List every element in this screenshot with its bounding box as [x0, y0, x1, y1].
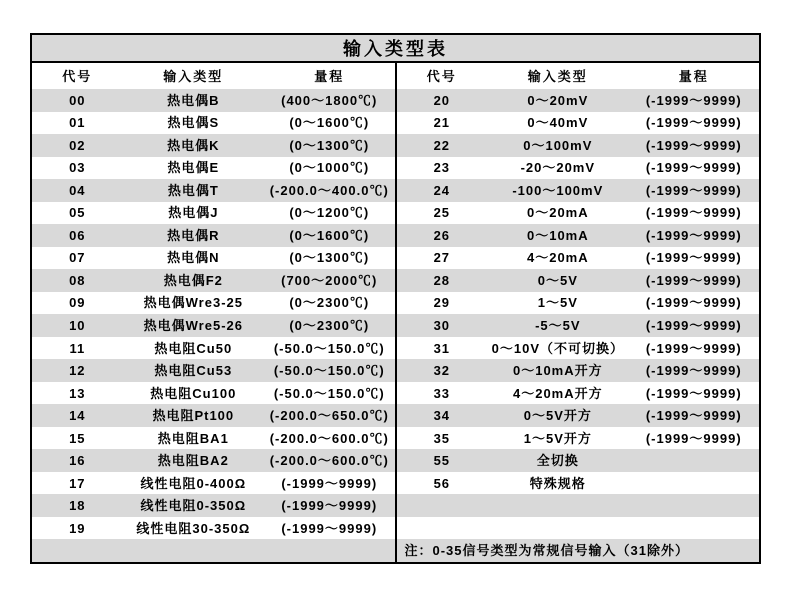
range-cell: (-1999～9999): [645, 295, 742, 311]
type-cell: 热电偶J: [168, 205, 219, 221]
range-cell: (-1999～9999): [645, 160, 742, 176]
range-cell: (-50.0～150.0℃): [273, 363, 385, 379]
table-body: [32, 63, 759, 562]
left-header-range: 量程: [314, 68, 345, 84]
type-cell: 4～20mA开方: [512, 385, 603, 401]
table-row: [397, 134, 760, 157]
type-cell: 4～20mA: [526, 250, 589, 266]
type-cell: -100～100mV: [512, 182, 604, 198]
code-cell: 27: [433, 250, 451, 266]
table-row: [32, 404, 395, 427]
type-cell: 热电偶K: [167, 137, 220, 153]
type-cell: 1～5V开方: [523, 430, 592, 446]
code-cell: 33: [433, 385, 451, 401]
table-row: [32, 269, 395, 292]
code-cell: 55: [433, 453, 451, 469]
table-row: [32, 224, 395, 247]
code-cell: 19: [69, 520, 86, 536]
table-row: [32, 179, 395, 202]
type-cell: 热电偶N: [167, 250, 220, 266]
range-cell: (-1999～9999): [645, 182, 742, 198]
range-cell: (-1999～9999): [645, 115, 742, 131]
code-cell: 15: [69, 430, 86, 446]
range-cell: (-1999～9999): [645, 340, 742, 356]
table-row: [397, 359, 760, 382]
code-cell: 02: [69, 137, 86, 153]
code-cell: 07: [69, 250, 86, 266]
type-cell: 特殊规格: [529, 475, 586, 491]
range-cell: (-200.0～400.0℃): [269, 182, 389, 198]
table-row: [32, 134, 395, 157]
range-cell: (0～2300℃): [289, 295, 370, 311]
table-row: [32, 359, 395, 382]
type-cell: 线性电阻30-350Ω: [136, 520, 251, 536]
code-cell: 31: [433, 340, 451, 356]
table-row: [397, 427, 760, 450]
type-cell: 0～20mA: [526, 205, 589, 221]
table-row: [32, 247, 395, 270]
type-cell: 热电偶E: [167, 160, 220, 176]
code-cell: 00: [69, 92, 86, 108]
type-cell: 0～5V开方: [523, 408, 592, 424]
left-header-row: [32, 63, 395, 89]
type-cell: -5～5V: [535, 317, 581, 333]
range-cell: (0～1300℃): [289, 250, 370, 266]
code-cell: 13: [69, 385, 86, 401]
code-cell: 14: [69, 408, 86, 424]
range-cell: (-1999～9999): [645, 92, 742, 108]
code-cell: 35: [433, 430, 451, 446]
type-cell: 热电阻BA1: [157, 430, 229, 446]
code-cell: 06: [69, 227, 86, 243]
table-row: [32, 449, 395, 472]
code-cell: 30: [433, 317, 451, 333]
type-cell: 0～40mV: [527, 115, 589, 131]
right-header-row: [397, 63, 760, 89]
table-row: [32, 472, 395, 495]
range-cell: (-1999～9999): [645, 317, 742, 333]
type-cell: 0～100mV: [523, 137, 593, 153]
range-cell: (-1999～9999): [645, 363, 742, 379]
left-header-type: 输入类型: [163, 68, 224, 84]
range-cell: (-1999～9999): [645, 250, 742, 266]
range-cell: (400～1800℃): [281, 92, 378, 108]
table-row: [397, 179, 760, 202]
type-cell: 热电阻Cu50: [154, 340, 233, 356]
table-row: [397, 89, 760, 112]
note-text: 注：0-35信号类型为常规信号输入（31除外）: [404, 543, 689, 559]
code-cell: 23: [433, 160, 451, 176]
table-row: [32, 314, 395, 337]
range-cell: (0～1200℃): [289, 205, 370, 221]
range-cell: (0～2300℃): [289, 317, 370, 333]
code-cell: 56: [433, 475, 451, 491]
note-row: [397, 539, 760, 562]
range-cell: (-1999～9999): [281, 475, 378, 491]
table-row: [397, 517, 760, 540]
range-cell: (-1999～9999): [645, 272, 742, 288]
range-cell: (0～1600℃): [289, 115, 370, 131]
table-row: [397, 269, 760, 292]
code-cell: 17: [69, 475, 86, 491]
range-cell: (-200.0～600.0℃): [269, 430, 389, 446]
table-right-half: [395, 63, 760, 562]
table-row: [32, 494, 395, 517]
table-row: [397, 472, 760, 495]
table-row: [32, 202, 395, 225]
type-cell: 热电偶Wre3-25: [143, 295, 243, 311]
range-cell: (700～2000℃): [281, 272, 378, 288]
code-cell: 28: [433, 272, 451, 288]
table-row: [397, 404, 760, 427]
table-row: [397, 314, 760, 337]
table-row: [32, 337, 395, 360]
range-cell: (-1999～9999): [645, 227, 742, 243]
range-cell: (0～1000℃): [289, 160, 370, 176]
range-cell: (-1999～9999): [281, 520, 378, 536]
code-cell: 11: [69, 340, 86, 356]
right-header-range: 量程: [678, 68, 709, 84]
type-cell: 热电偶F2: [163, 272, 223, 288]
table-row: [397, 494, 760, 517]
range-cell: (-50.0～150.0℃): [273, 340, 385, 356]
type-cell: 热电阻BA2: [157, 453, 229, 469]
code-cell: 26: [433, 227, 451, 243]
table-row: [397, 449, 760, 472]
table-row: [32, 382, 395, 405]
table-row: [397, 337, 760, 360]
code-cell: 04: [69, 182, 86, 198]
table-row: [32, 539, 395, 562]
code-cell: 16: [69, 453, 86, 469]
code-cell: 20: [433, 92, 451, 108]
table-title: 输入类型表: [32, 35, 759, 63]
type-cell: 热电偶Wre5-26: [143, 317, 243, 333]
range-cell: (-1999～9999): [281, 498, 378, 514]
code-cell: 22: [433, 137, 451, 153]
code-cell: 29: [433, 295, 451, 311]
table-row: [397, 157, 760, 180]
range-cell: (0～1300℃): [289, 137, 370, 153]
code-cell: 24: [433, 182, 451, 198]
table-row: [32, 89, 395, 112]
range-cell: (-1999～9999): [645, 408, 742, 424]
type-cell: 热电偶R: [167, 227, 220, 243]
type-cell: 热电阻Cu53: [154, 363, 233, 379]
right-header-type: 输入类型: [527, 68, 588, 84]
type-cell: 热电阻Pt100: [152, 408, 235, 424]
range-cell: (-200.0～650.0℃): [269, 408, 389, 424]
table-row: [397, 224, 760, 247]
table-row: [397, 202, 760, 225]
left-header-code: 代号: [62, 68, 93, 84]
type-cell: 0～20mV: [527, 92, 589, 108]
table-left-half: [32, 63, 395, 562]
range-cell: (-200.0～600.0℃): [269, 453, 389, 469]
range-cell: (-1999～9999): [645, 205, 742, 221]
range-cell: (-1999～9999): [645, 430, 742, 446]
type-cell: 0～10mA开方: [512, 363, 603, 379]
type-cell: 0～5V: [537, 272, 578, 288]
range-cell: (-1999～9999): [645, 137, 742, 153]
type-cell: 0～10mA: [526, 227, 589, 243]
type-cell: 热电偶T: [167, 182, 219, 198]
table-row: [397, 247, 760, 270]
type-cell: 热电阻Cu100: [150, 385, 237, 401]
code-cell: 12: [69, 363, 86, 379]
table-row: [32, 427, 395, 450]
type-cell: 0～10V（不可切换）: [491, 340, 624, 356]
code-cell: 34: [433, 408, 451, 424]
range-cell: (-50.0～150.0℃): [273, 385, 385, 401]
right-header-code: 代号: [426, 68, 457, 84]
code-cell: 32: [433, 363, 451, 379]
table-row: [397, 112, 760, 135]
table-row: [32, 292, 395, 315]
range-cell: (-1999～9999): [645, 385, 742, 401]
range-cell: (0～1600℃): [289, 227, 370, 243]
table-row: [32, 517, 395, 540]
code-cell: 10: [69, 317, 86, 333]
code-cell: 01: [69, 115, 86, 131]
type-cell: 线性电阻0-350Ω: [140, 498, 247, 514]
table-row: [397, 382, 760, 405]
code-cell: 08: [69, 272, 86, 288]
table-row: [397, 292, 760, 315]
table-row: [32, 157, 395, 180]
type-cell: 热电偶B: [167, 92, 220, 108]
type-cell: 热电偶S: [167, 115, 220, 131]
code-cell: 05: [69, 205, 86, 221]
code-cell: 09: [69, 295, 86, 311]
type-cell: 全切换: [536, 453, 579, 469]
code-cell: 25: [433, 205, 451, 221]
code-cell: 18: [69, 498, 86, 514]
input-type-table: [30, 33, 761, 564]
type-cell: 线性电阻0-400Ω: [140, 475, 247, 491]
type-cell: -20～20mV: [520, 160, 596, 176]
table-row: [32, 112, 395, 135]
code-cell: 21: [433, 115, 451, 131]
type-cell: 1～5V: [537, 295, 578, 311]
code-cell: 03: [69, 160, 86, 176]
